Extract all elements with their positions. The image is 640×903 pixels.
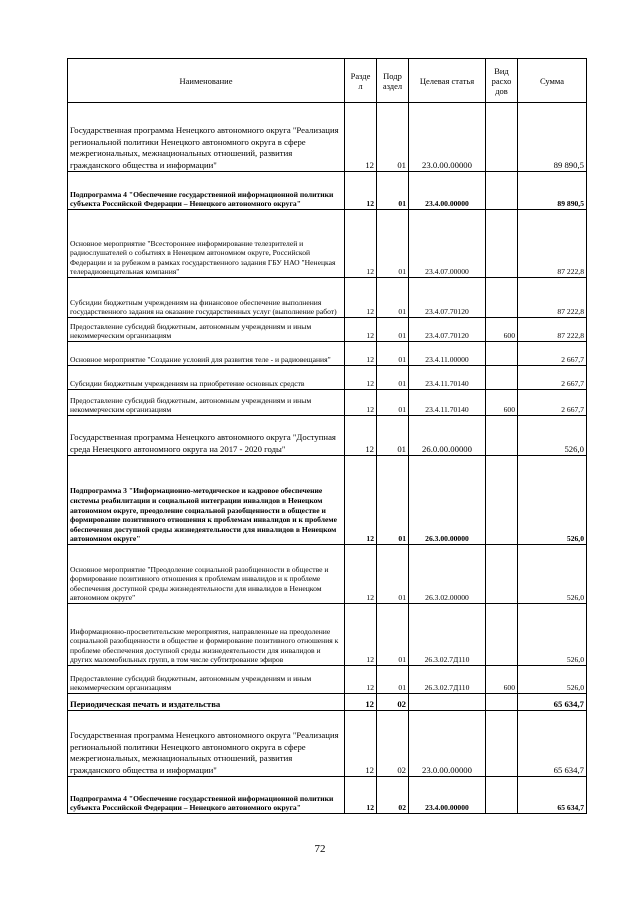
row-expense-type: [486, 416, 518, 456]
header-name: Наименование: [68, 59, 345, 103]
row-target: 26.0.00.00000: [409, 416, 486, 456]
row-sum: 526,0: [518, 604, 587, 666]
row-expense-type: 600: [486, 666, 518, 694]
row-expense-type: [486, 545, 518, 604]
row-name: Подпрограмма 4 "Обеспечение государственной информационной политики субъекта Российской Федерации – Ненецкого автономного округа": [68, 172, 345, 210]
row-expense-type: 600: [486, 318, 518, 342]
row-subsection: 01: [377, 342, 409, 366]
row-expense-type: [486, 210, 518, 278]
row-section: 12: [345, 694, 377, 711]
row-expense-type: [486, 278, 518, 318]
row-sum: 2 667,7: [518, 342, 587, 366]
row-section: 12: [345, 366, 377, 390]
table-row: [68, 604, 587, 666]
row-section: 12: [345, 390, 377, 416]
row-subsection: 01: [377, 456, 409, 545]
row-target: 26.3.02.7Д110: [409, 666, 486, 694]
row-subsection: 01: [377, 103, 409, 172]
row-subsection: 01: [377, 210, 409, 278]
header-target: Целевая статья: [409, 59, 486, 103]
row-name: Подпрограмма 4 "Обеспечение государственной информационной политики субъекта Российской Федерации – Ненецкого автономного округа": [68, 777, 345, 814]
row-target: 23.4.00.00000: [409, 777, 486, 814]
row-expense-type: [486, 711, 518, 777]
table-row: [68, 342, 587, 366]
row-subsection: 02: [377, 777, 409, 814]
row-sum: 526,0: [518, 666, 587, 694]
row-target: [409, 694, 486, 711]
row-target: 26.3.00.00000: [409, 456, 486, 545]
row-expense-type: [486, 777, 518, 814]
row-target: 23.4.07.70120: [409, 318, 486, 342]
row-subsection: 01: [377, 278, 409, 318]
row-section: 12: [345, 416, 377, 456]
row-target: 26.3.02.00000: [409, 545, 486, 604]
row-sum: 87 222,8: [518, 278, 587, 318]
row-name: Субсидии бюджетным учреждениям на приобретение основных средств: [68, 366, 345, 390]
row-expense-type: [486, 366, 518, 390]
row-sum: 526,0: [518, 416, 587, 456]
header-sum: Сумма: [518, 59, 587, 103]
row-expense-type: [486, 456, 518, 545]
table-row: [68, 666, 587, 694]
row-section: 12: [345, 604, 377, 666]
row-target: 23.4.00.00000: [409, 172, 486, 210]
row-expense-type: [486, 604, 518, 666]
row-subsection: 01: [377, 416, 409, 456]
row-expense-type: [486, 103, 518, 172]
row-section: 12: [345, 278, 377, 318]
table-row: [68, 456, 587, 545]
row-subsection: 01: [377, 545, 409, 604]
row-name: Информационно-просветительские мероприятия, направленные на преодоление социальной разобщенности в обществе и формирование позитивного отношения к проблеме обеспечения доступной среды жизнедеятельности для инвалидов и других маломобильных групп, в том числе субтитрование эфиров: [68, 604, 345, 666]
row-section: 12: [345, 210, 377, 278]
table-row: [68, 416, 587, 456]
page-number: 72: [314, 843, 326, 855]
row-target: 23.0.00.00000: [409, 103, 486, 172]
row-name: Государственная программа Ненецкого автономного округа "Реализация региональной политики Ненецкого автономного округа в сфере межрегиональных, межнациональных отношений, развития гражданского общества и информации": [68, 711, 345, 777]
header-expense-type: Вид расхо дов: [486, 59, 518, 103]
table-row: [68, 777, 587, 814]
row-section: 12: [345, 172, 377, 210]
row-name: Основное мероприятие "Создание условий для развития теле - и радиовещания": [68, 342, 345, 366]
row-target: 23.0.00.00000: [409, 711, 486, 777]
row-name: Субсидии бюджетным учреждениям на финансовое обеспечение выполнения государственного задания на оказание государственных услуг (выполнение работ): [68, 278, 345, 318]
header-section: Разде л: [345, 59, 377, 103]
table-row: [68, 103, 587, 172]
row-sum: 87 222,8: [518, 318, 587, 342]
row-sum: 526,0: [518, 456, 587, 545]
row-sum: 65 634,7: [518, 777, 587, 814]
row-subsection: 01: [377, 390, 409, 416]
table-row: [68, 545, 587, 604]
table-row: [68, 366, 587, 390]
row-subsection: 02: [377, 711, 409, 777]
row-expense-type: [486, 342, 518, 366]
budget-table: [67, 58, 587, 814]
row-sum: 87 222,8: [518, 210, 587, 278]
row-section: 12: [345, 777, 377, 814]
row-name: Государственная программа Ненецкого автономного округа "Доступная среда Ненецкого автономного округа на 2017 - 2020 годы": [68, 416, 345, 456]
table-row: [68, 711, 587, 777]
row-sum: 89 890,5: [518, 103, 587, 172]
row-name: Государственная программа Ненецкого автономного округа "Реализация региональной политики Ненецкого автономного округа в сфере межрегиональных, межнациональных отношений, развития гражданского общества и информации": [68, 103, 345, 172]
table-row: [68, 318, 587, 342]
row-subsection: 01: [377, 666, 409, 694]
row-section: 12: [345, 666, 377, 694]
row-name: Основное мероприятие "Всестороннее информирование телезрителей и радиослушателей о событиях в Ненецком автономном округе, Российской Федерации и за рубежом в рамках государственного задания ГБУ НАО "Ненецкая телерадиовещательная компания": [68, 210, 345, 278]
row-name: Основное мероприятие "Преодоление социальной разобщенности в обществе и формирование позитивного отношения к проблемам инвалидов и к проблеме обеспечения доступной среды жизнедеятельности для инвалидов в Ненецком автономном округе": [68, 545, 345, 604]
row-target: 23.4.11.00000: [409, 342, 486, 366]
table-row: [68, 278, 587, 318]
row-sum: 65 634,7: [518, 694, 587, 711]
row-name: Предоставление субсидий бюджетным, автономным учреждениям и иным некоммерческим организациям: [68, 390, 345, 416]
row-sum: 89 890,5: [518, 172, 587, 210]
row-expense-type: 600: [486, 390, 518, 416]
header-subsection: Подр аздел: [377, 59, 409, 103]
row-target: 23.4.11.70140: [409, 366, 486, 390]
row-subsection: 01: [377, 172, 409, 210]
row-name: Подпрограмма 3 "Информационно-методическое и кадровое обеспечение системы реабилитации и социальной интеграции инвалидов в Ненецком автономном округе, преодоление социальной разобщенности в обществе и формирование позитивного отношения к проблемам инвалидов и к проблеме обеспечения доступной среды жизнедеятельности для инвалидов в Ненецком автономном округе": [68, 456, 345, 545]
table-row: [68, 390, 587, 416]
header-row: [68, 59, 587, 103]
row-subsection: 01: [377, 604, 409, 666]
row-section: 12: [345, 318, 377, 342]
row-name: Предоставление субсидий бюджетным, автономным учреждениям и иным некоммерческим организациям: [68, 318, 345, 342]
row-subsection: 01: [377, 366, 409, 390]
row-expense-type: [486, 694, 518, 711]
table-row: [68, 694, 587, 711]
table-row: [68, 172, 587, 210]
row-section: 12: [345, 456, 377, 545]
row-name: Периодическая печать и издательства: [68, 694, 345, 711]
row-expense-type: [486, 172, 518, 210]
row-section: 12: [345, 711, 377, 777]
row-sum: 526,0: [518, 545, 587, 604]
row-name: Предоставление субсидий бюджетным, автономным учреждениям и иным некоммерческим организациям: [68, 666, 345, 694]
row-sum: 2 667,7: [518, 390, 587, 416]
row-sum: 2 667,7: [518, 366, 587, 390]
row-section: 12: [345, 103, 377, 172]
row-section: 12: [345, 545, 377, 604]
row-target: 26.3.02.7Д110: [409, 604, 486, 666]
row-subsection: 01: [377, 318, 409, 342]
row-target: 23.4.07.70120: [409, 278, 486, 318]
table-row: [68, 210, 587, 278]
row-sum: 65 634,7: [518, 711, 587, 777]
row-target: 23.4.07.00000: [409, 210, 486, 278]
row-subsection: 02: [377, 694, 409, 711]
row-target: 23.4.11.70140: [409, 390, 486, 416]
row-section: 12: [345, 342, 377, 366]
